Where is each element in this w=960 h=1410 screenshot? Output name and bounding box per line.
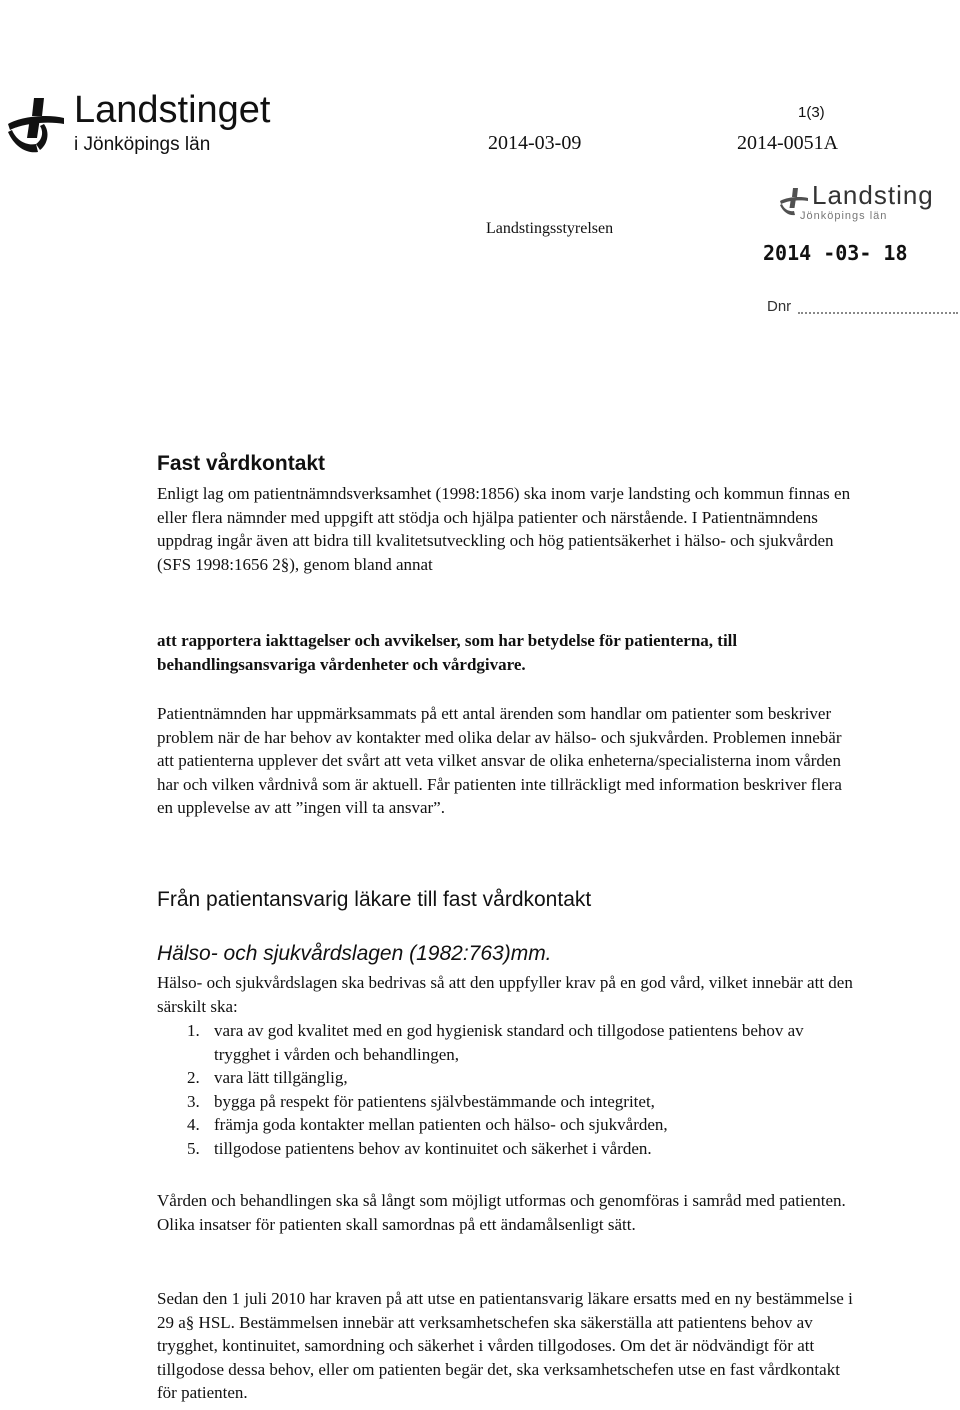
law-heading: Hälso- och sjukvårdslagen (1982:763)mm. [157, 942, 552, 965]
list-item-text: tillgodose patientens behov av kontinuitet och säkerhet i vården. [214, 1138, 652, 1158]
brand-name: Landstinget [74, 89, 271, 131]
list-item-number: 2. [187, 1068, 200, 1087]
law-intro-paragraph: Hälso- och sjukvårdslagen ska bedrivas så att den uppfyller krav på en god vård, vilket innebär att den särskilt ska: [157, 973, 853, 1016]
list-item-number: 4. [187, 1115, 200, 1134]
list-item-text: främja goda kontakter mellan patienten och hälso- och sjukvården, [214, 1115, 668, 1134]
problem-paragraph: Patientnämnden har uppmärksammats på ett antal ärenden som handlar om patienter som beskriver problem när de har behov av kontakter med olika delar av hälso- och sjukvården. Problemen innebär att patienterna upplever det svårt att veta vilket ansvar de olika enheterna/specialisterna inom vården har och vilken vårdnivå som är aktuell. Får patienten inte tillräckligt med information beskriver flera en upplevelse av att ”ingen vill ta ansvar”. [157, 704, 842, 817]
intro-paragraph: Enligt lag om patientnämndsverksamhet (1998:1856) ska inom varje landsting och kommun finnas en eller flera nämnder med uppgift att stödja och hjälpa patienter och närstående. I Patientnämndens uppdrag ingår även att bidra till kvalitetsutveckling och hög patientsäkerhet i hälso- och sjukvården (SFS 1998:1656 2§), genom bland annat [157, 484, 851, 574]
stamp-name: Landsting [812, 180, 934, 210]
list-item-number: 5. [187, 1138, 200, 1158]
list-item [157, 1090, 857, 1114]
requirements-list [157, 1019, 857, 1160]
list-item-number: 3. [187, 1091, 200, 1111]
stamp-dnr-label: Dnr [767, 298, 792, 315]
hsl-paragraph: Sedan den 1 juli 2010 har kraven på att utse en patientansvarig läkare ersatts med en ny bestämmelse i 29 a§ HSL. Bestämmelsen innebär att verksamhetschefen ska säkerställa att patientens behov av trygghet, kontinuitet, samordning och säkerhet i vården tillgodoses. Om det är nödvändigt för att tillgodose dessa behov, eller om patienten begär det, ska verksamhetschefen utse en fast vårdkontakt för patienten. [157, 1289, 853, 1402]
list-item [157, 1113, 857, 1137]
list-item [157, 1137, 857, 1161]
document-reference: 2014-0051A [737, 132, 839, 154]
brand-subtitle: i Jönköpings län [74, 134, 211, 155]
list-item [157, 1019, 857, 1066]
subheading: Från patientansvarig läkare till fast vårdkontakt [157, 888, 592, 911]
stamp-subtitle: Jönköpings län [800, 210, 888, 222]
section-title: Fast vårdkontakt [157, 452, 326, 475]
list-item-number: 1. [187, 1021, 200, 1040]
document-date: 2014-03-09 [488, 132, 582, 154]
list-item-text: vara av god kvalitet med en god hygienisk standard och tillgodose patientens behov av trygghet i vården och behandlingen, [214, 1021, 804, 1064]
page-number: 1(3) [798, 104, 825, 121]
list-item [157, 1066, 857, 1090]
bold-paragraph: att rapportera iakttagelser och avvikelser, som har betydelse för patienterna, till behandlingsansvariga vårdenheter och vårdgivare. [157, 631, 738, 674]
list-item-text: bygga på respekt för patientens självbestämmande och integritet, [214, 1091, 655, 1111]
list-item-text: vara lätt tillgänglig, [214, 1068, 348, 1087]
landstinget-logo-icon [4, 94, 68, 158]
stamp-date: 2014 -03- 18 [763, 241, 908, 265]
department: Landstingsstyrelsen [486, 220, 614, 237]
care-paragraph: Vården och behandlingen ska så långt som möjligt utformas och genomföras i samråd med patienten. Olika insatser för patienten skall samordnas på ett ändamålsenligt sätt. [157, 1191, 846, 1234]
stamp-dnr-line [798, 312, 958, 314]
